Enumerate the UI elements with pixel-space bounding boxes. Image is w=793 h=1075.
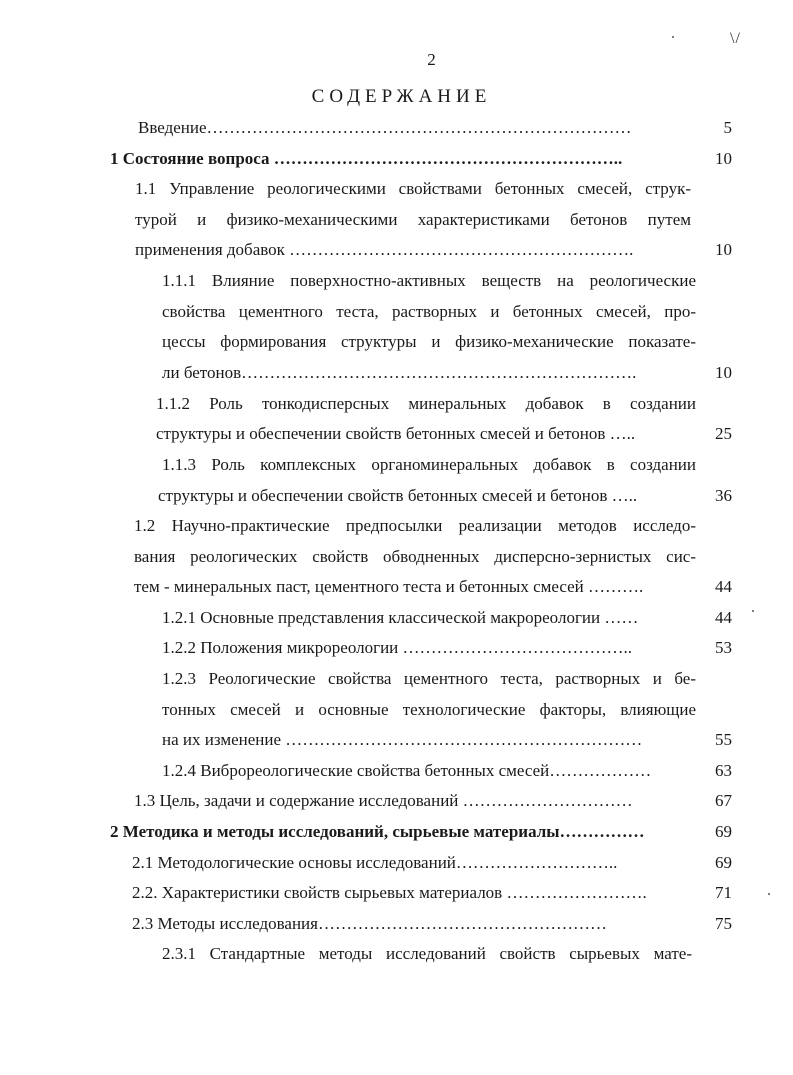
toc-entry-subsection-1-2-3-cont: тонных смесей и основные технологические факторы, влияющие — [162, 700, 696, 719]
toc-page-number: 75 — [715, 914, 732, 933]
toc-entry-subsection-1-1-2-end: структуры и обеспечении свойств бетонных смесей и бетонов ….. — [156, 424, 636, 443]
toc-page-number: 67 — [715, 791, 732, 810]
toc-entry-subsection-1-2-4: 1.2.4 Виброреологические свойства бетонных смесей……………… — [162, 761, 652, 780]
toc-entry-section-2-2: 2.2. Характеристики свойств сырьевых материалов ……………………. — [132, 883, 647, 902]
toc-entry-subsection-1-1-1: 1.1.1 Влияние поверхностно-активных веществ на реологические — [162, 271, 696, 290]
page-number: 2 — [427, 50, 436, 69]
toc-entry-subsection-1-2-2: 1.2.2 Положения микрореологии ………………………………….. — [162, 638, 633, 657]
toc-page-number: 69 — [715, 822, 732, 841]
toc-entry-subsection-1-2-3: 1.2.3 Реологические свойства цементного теста, растворных и бе- — [162, 669, 696, 688]
toc-entry-section-1-1-cont: турой и физико-механическими характеристиками бетонов путем — [135, 210, 691, 229]
toc-entry-subsection-1-2-3-end: на их изменение ……………………………………………………… — [162, 730, 643, 749]
toc-entry-section-2-1: 2.1 Методологические основы исследований……………………….. — [132, 853, 618, 872]
toc-entry-section-2-3: 2.3 Методы исследования…………………………………………… — [132, 914, 607, 933]
toc-page-number: 44 — [715, 577, 732, 596]
toc-page-number: 44 — [715, 608, 732, 627]
toc-page-number: 5 — [723, 118, 732, 137]
toc-entry-chapter-2: 2 Методика и методы исследований, сырьевые материалы…………… — [110, 822, 645, 841]
toc-entry-section-1-2: 1.2 Научно-практические предпосылки реализации методов исследо- — [134, 516, 696, 535]
toc-entry-subsection-2-3-1: 2.3.1 Стандартные методы исследований свойств сырьевых мате- — [162, 944, 692, 963]
toc-page-number: 10 — [715, 149, 732, 168]
toc-page-number: 25 — [715, 424, 732, 443]
toc-entry-subsection-1-1-1-end: ли бетонов……………………………………………………………. — [162, 363, 637, 382]
toc-page-number: 69 — [715, 853, 732, 872]
toc-entry-subsection-1-1-2: 1.1.2 Роль тонкодисперсных минеральных добавок в создании — [156, 394, 696, 413]
toc-entry-subsection-1-1-3-end: структуры и обеспечении свойств бетонных смесей и бетонов ….. — [158, 486, 638, 505]
scan-speck — [672, 36, 674, 38]
toc-title: СОДЕРЖАНИЕ — [311, 86, 492, 107]
toc-page-number: 36 — [715, 486, 732, 505]
toc-page-number: 63 — [715, 761, 732, 780]
toc-entry-section-1-1-end: применения добавок ……………………………………………………. — [135, 240, 634, 259]
toc-page-number: 53 — [715, 638, 732, 657]
toc-entry-subsection-1-1-3: 1.1.3 Роль комплексных органоминеральных добавок в создании — [162, 455, 696, 474]
toc-entry-section-1-2-cont: вания реологических свойств обводненных дисперсно-зернистых сис- — [134, 547, 696, 566]
toc-entry-section-1-3: 1.3 Цель, задачи и содержание исследований ………………………… — [134, 791, 633, 810]
toc-entry-introduction: Введение………………………………………………………………… — [138, 118, 632, 137]
corner-mark: \/ — [730, 30, 741, 47]
toc-page-number: 10 — [715, 240, 732, 259]
toc-entry-subsection-1-1-1-cont: свойства цементного теста, растворных и бетонных смесей, про- — [162, 302, 696, 321]
toc-entry-section-1-2-end: тем - минеральных паст, цементного теста и бетонных смесей ………. — [134, 577, 644, 596]
scan-speck — [752, 610, 754, 612]
toc-entry-subsection-1-1-1-cont: цессы формирования структуры и физико-механические показате- — [162, 332, 696, 351]
toc-page-number: 55 — [715, 730, 732, 749]
toc-entry-section-1-1: 1.1 Управление реологическими свойствами бетонных смесей, струк- — [135, 179, 691, 198]
toc-entry-chapter-1: 1 Состояние вопроса …………………………………………………….. — [110, 149, 623, 168]
toc-page-number: 10 — [715, 363, 732, 382]
scan-speck — [768, 893, 770, 895]
toc-page-number: 71 — [715, 883, 732, 902]
toc-entry-subsection-1-2-1: 1.2.1 Основные представления классической макрореологии …… — [162, 608, 639, 627]
